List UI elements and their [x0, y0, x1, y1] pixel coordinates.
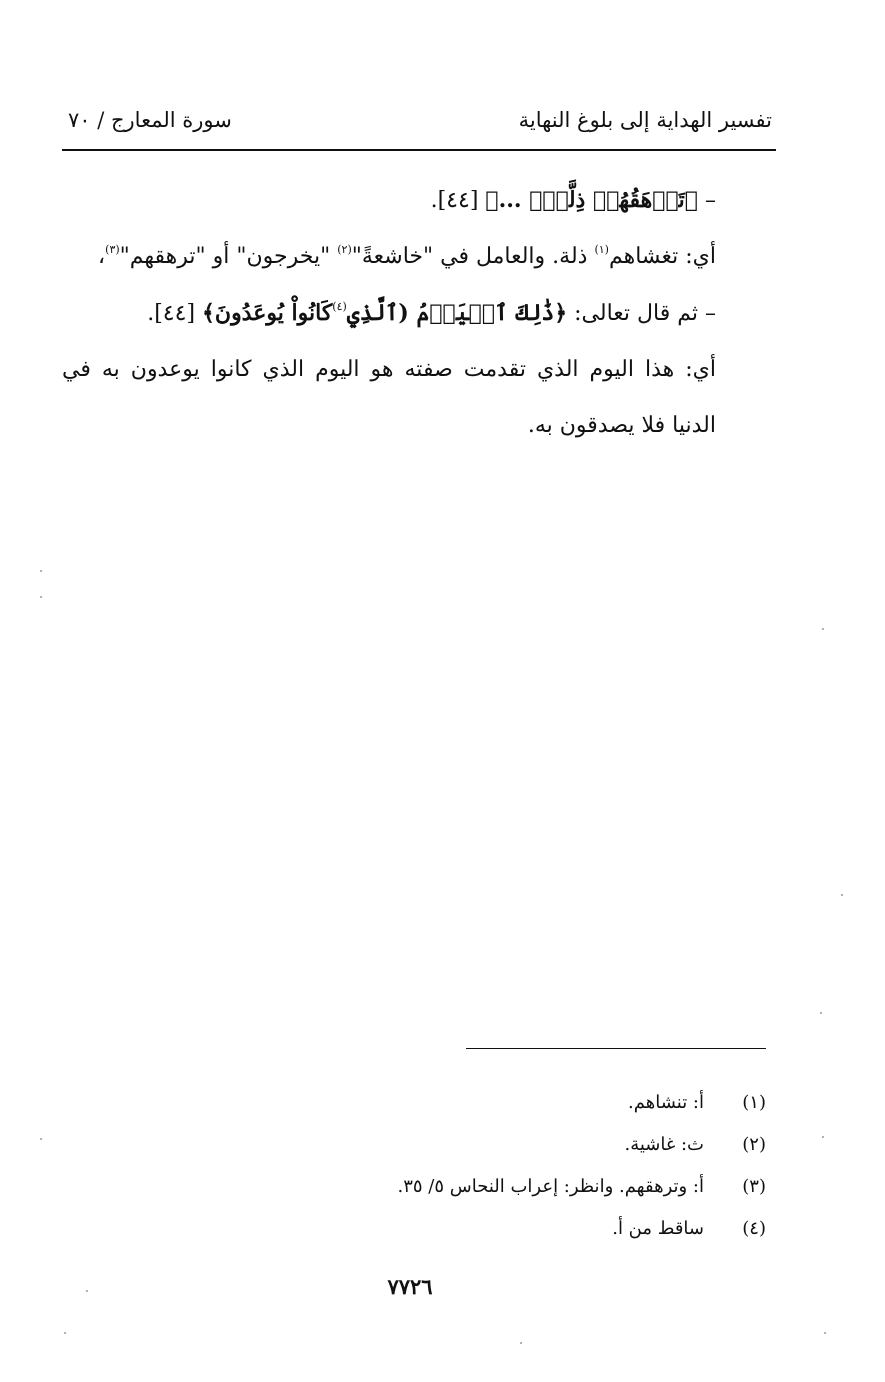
- footnote-item: [62, 1170, 766, 1212]
- main-text: [62, 172, 774, 454]
- footnote-text: ساقط من أ.: [612, 1218, 704, 1239]
- footnote-ref-1[interactable]: (١): [594, 243, 609, 256]
- footnote-divider: [466, 1048, 766, 1049]
- verse-intro: – ثم قال تعالى:: [567, 301, 716, 326]
- verse-reference: [٤٤].: [147, 301, 203, 326]
- scan-speck: [841, 894, 843, 896]
- footnote-item: [62, 1086, 766, 1128]
- footnote-ref-2[interactable]: (٢): [337, 243, 352, 256]
- scan-speck: [824, 1332, 826, 1334]
- footnote-text: أ: وترهقهم. وانظر: إعراب النحاس ٥/ ٣٥.: [397, 1176, 704, 1197]
- scan-speck: [40, 570, 42, 572]
- scan-speck: [820, 1012, 822, 1014]
- commentary-text: أي: تغشاهم: [608, 244, 716, 269]
- commentary-text: "يخرجون" أو "ترهقهم": [119, 244, 338, 269]
- commentary-paragraph-2: أي: هذا اليوم الذي تقدمت صفته هو اليوم الذي كانوا يوعدون به في الدنيا فلا يصدقون به.: [62, 357, 716, 438]
- scan-speck: [40, 596, 42, 598]
- header-divider: [62, 149, 776, 151]
- commentary-paragraph-1: [62, 229, 774, 285]
- footnote-item: [62, 1128, 766, 1170]
- scan-speck: [40, 1138, 42, 1140]
- footnote-ref-3[interactable]: (٣): [105, 243, 120, 256]
- commentary-text: ،: [98, 244, 106, 269]
- verse-paragraph-2: [62, 285, 774, 342]
- footnote-text: ث: غاشية.: [624, 1134, 704, 1155]
- verse-reference: [٤٤].: [430, 188, 486, 213]
- scan-speck: [520, 1342, 522, 1344]
- footnote-ref-4[interactable]: (٤): [332, 300, 347, 313]
- running-header: [62, 108, 776, 142]
- quran-verse: ﴿تَرۡهَقُهُمۡ ذِلَّةٞۚ ...﴾: [485, 187, 698, 213]
- surah-and-page-label: سورة المعارج / ٧٠: [68, 108, 232, 132]
- scan-speck: [822, 1136, 824, 1138]
- book-title: تفسير الهداية إلى بلوغ النهاية: [518, 108, 772, 132]
- commentary-text: ذلة. والعامل في "خاشعةً": [351, 244, 595, 269]
- footnote-number: (٣): [742, 1176, 766, 1197]
- quran-verse: كَانُواْ يُوعَدُونَ﴾: [202, 300, 333, 326]
- footnote-number: (٢): [742, 1134, 766, 1155]
- footnote-item: [62, 1212, 766, 1254]
- footnote-number: (٤): [742, 1218, 766, 1239]
- verse-paragraph-1: [62, 172, 774, 229]
- scan-speck: [64, 1332, 66, 1334]
- scan-speck: [86, 1290, 88, 1292]
- page-number: ٧٧٢٦: [387, 1274, 433, 1299]
- footnotes: [62, 1086, 766, 1254]
- scan-speck: [822, 628, 824, 630]
- list-dash: –: [698, 188, 716, 213]
- footnote-number: (١): [742, 1092, 766, 1113]
- quran-verse: ﴿ذَٰلِكَ ٱلۡيَوۡمُ (ٱلَّذِي: [346, 300, 568, 326]
- footnote-text: أ: تنشاهم.: [628, 1092, 704, 1113]
